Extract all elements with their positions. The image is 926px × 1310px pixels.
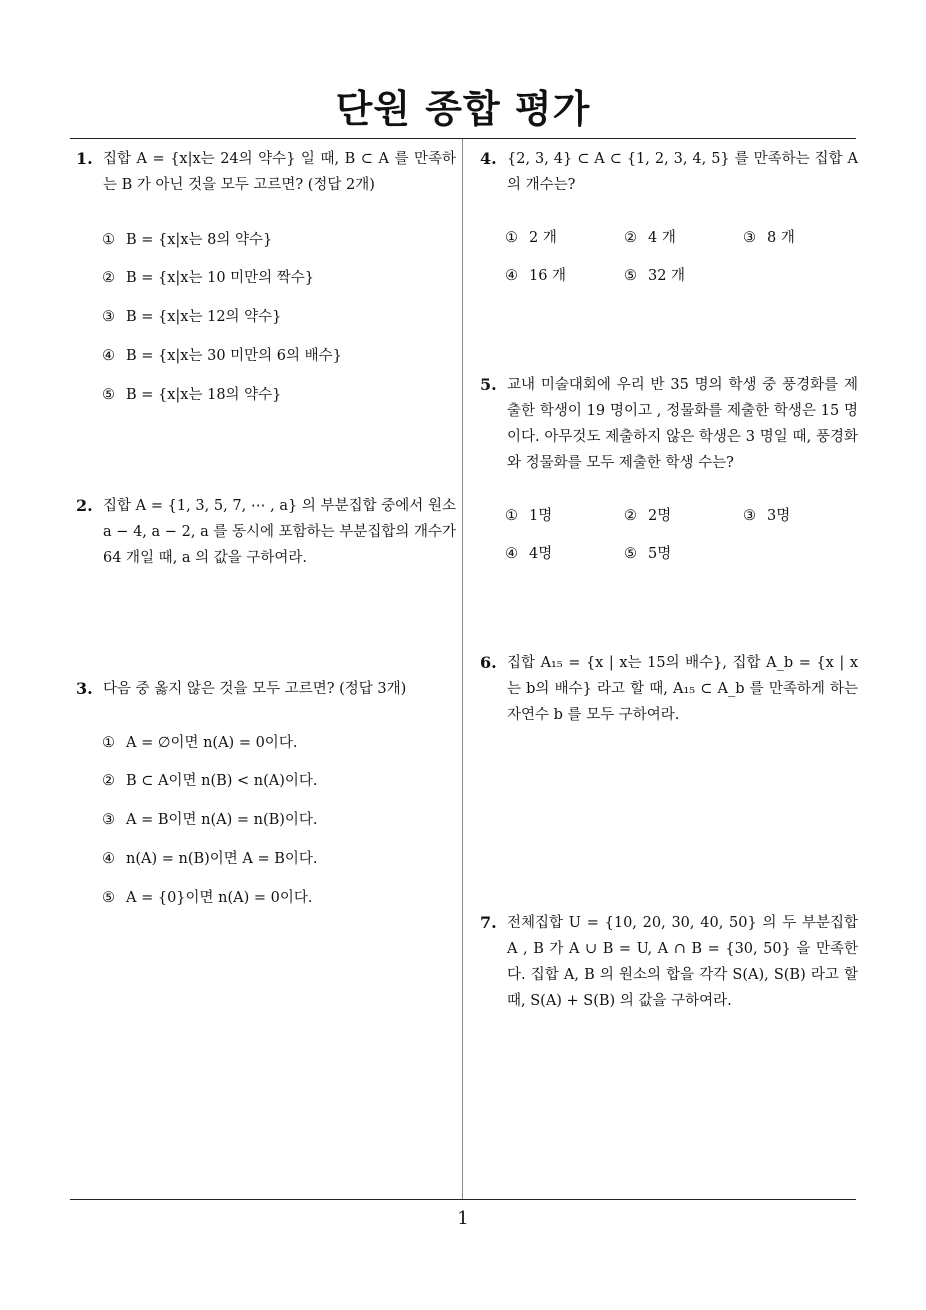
question-number: 4.	[480, 149, 497, 168]
question-text: 다음 중 옳지 않은 것을 모두 고르면? (정답 3개)	[103, 681, 407, 697]
question-text: 집합 A = {x|x는 24의 약수} 일 때, B ⊂ A 를 만족하는 B 가 아닌 것을 모두 고르면? (정답 2개)	[103, 151, 456, 193]
option-text: A = ∅이면 n(A) = 0이다.	[126, 735, 298, 751]
option-mark: ③	[102, 812, 115, 828]
question-number: 2.	[76, 496, 93, 515]
option-mark: ④	[505, 546, 518, 562]
option-text: 1명	[529, 508, 553, 524]
question-number: 6.	[480, 653, 497, 672]
option-text: 4 개	[648, 230, 676, 246]
page-number: 1	[457, 1208, 469, 1229]
option-mark: ③	[743, 508, 756, 524]
option-text: 8 개	[767, 230, 795, 246]
option-5	[102, 886, 312, 907]
option-3	[743, 226, 795, 247]
question-1	[76, 146, 456, 198]
option-5	[102, 383, 281, 404]
option-text: B = {x|x는 12의 약수}	[126, 309, 282, 325]
option-2	[102, 266, 314, 287]
option-mark: ①	[505, 508, 518, 524]
question-2	[76, 493, 456, 571]
option-text: 2 개	[529, 230, 557, 246]
option-mark: ①	[505, 230, 518, 246]
option-2	[624, 504, 671, 525]
question-text: 전체집합 U = {10, 20, 30, 40, 50} 의 두 부분집합 A , B 가 A ∪ B = U, A ∩ B = {30, 50} 을 만족한다. 집합 A, B 의 원소의 합을 각각 S(A), S(B) 라고 할 때, S(A) + S(B) 의 값을 구하여라.	[507, 915, 858, 1009]
option-text: A = B이면 n(A) = n(B)이다.	[126, 812, 318, 828]
option-5	[624, 542, 671, 563]
option-3	[743, 504, 790, 525]
question-5	[480, 372, 858, 476]
option-text: 3명	[767, 508, 791, 524]
option-text: B = {x|x는 10 미만의 짝수}	[126, 270, 315, 286]
option-text: n(A) = n(B)이면 A = B이다.	[126, 851, 318, 867]
option-4	[505, 542, 552, 563]
option-1	[505, 504, 552, 525]
option-mark: ④	[505, 268, 518, 284]
question-number: 1.	[76, 149, 93, 168]
option-4	[102, 344, 342, 365]
bottom-divider	[70, 1199, 856, 1200]
question-text: 교내 미술대회에 우리 반 35 명의 학생 중 풍경화를 제출한 학생이 19 명이고 , 정물화를 제출한 학생은 15 명이다. 아무것도 제출하지 않은 학생은 3 명일 때, 풍경화와 정물화를 모두 제출한 학생 수는?	[507, 377, 858, 471]
page-title: 단원 종합 평가	[335, 87, 591, 131]
option-mark: ①	[102, 232, 115, 248]
question-number: 7.	[480, 913, 497, 932]
question-text: {2, 3, 4} ⊂ A ⊂ {1, 2, 3, 4, 5} 를 만족하는 집합 A 의 개수는?	[507, 151, 858, 193]
option-text: 5명	[648, 546, 672, 562]
option-mark: ⑤	[624, 546, 637, 562]
option-mark: ⑤	[102, 890, 115, 906]
option-mark: ①	[102, 735, 115, 751]
option-text: B = {x|x는 18의 약수}	[126, 387, 282, 403]
option-text: B = {x|x는 8의 약수}	[126, 232, 273, 248]
option-text: 16 개	[529, 268, 567, 284]
option-text: B = {x|x는 30 미만의 6의 배수}	[126, 348, 342, 364]
option-text: 32 개	[648, 268, 686, 284]
option-1	[505, 226, 557, 247]
option-4	[102, 847, 318, 868]
option-text: 2명	[648, 508, 672, 524]
option-mark: ②	[624, 230, 637, 246]
option-mark: ③	[102, 309, 115, 325]
question-6	[480, 650, 858, 728]
option-2	[102, 769, 318, 790]
option-mark: ②	[102, 270, 115, 286]
option-1	[102, 731, 297, 752]
option-mark: ③	[743, 230, 756, 246]
question-number: 5.	[480, 375, 497, 394]
option-1	[102, 228, 272, 249]
top-divider	[70, 138, 856, 139]
option-2	[624, 226, 676, 247]
option-text: B ⊂ A이면 n(B) < n(A)이다.	[126, 773, 318, 789]
question-text: 집합 A = {1, 3, 5, 7, ⋯ , a} 의 부분집합 중에서 원소 a − 4, a − 2, a 를 동시에 포함하는 부분집합의 개수가 64 개일 때, a 의 값을 구하여라.	[103, 498, 456, 566]
option-mark: ④	[102, 348, 115, 364]
option-mark: ②	[102, 773, 115, 789]
question-text: 집합 A₁₅ = {x | x는 15의 배수}, 집합 A_b = {x | x는 b의 배수} 라고 할 때, A₁₅ ⊂ A_b 를 만족하게 하는 자연수 b 를 모두 구하여라.	[507, 655, 858, 723]
option-4	[505, 264, 566, 285]
question-7	[480, 910, 858, 1014]
option-mark: ⑤	[102, 387, 115, 403]
option-5	[624, 264, 685, 285]
question-4	[480, 146, 858, 198]
option-3	[102, 808, 318, 829]
question-number: 3.	[76, 679, 93, 698]
option-text: A = {0}이면 n(A) = 0이다.	[126, 890, 313, 906]
column-divider	[462, 139, 463, 1200]
option-mark: ⑤	[624, 268, 637, 284]
option-mark: ④	[102, 851, 115, 867]
option-mark: ②	[624, 508, 637, 524]
option-3	[102, 305, 281, 326]
option-text: 4명	[529, 546, 553, 562]
question-3	[76, 676, 456, 702]
